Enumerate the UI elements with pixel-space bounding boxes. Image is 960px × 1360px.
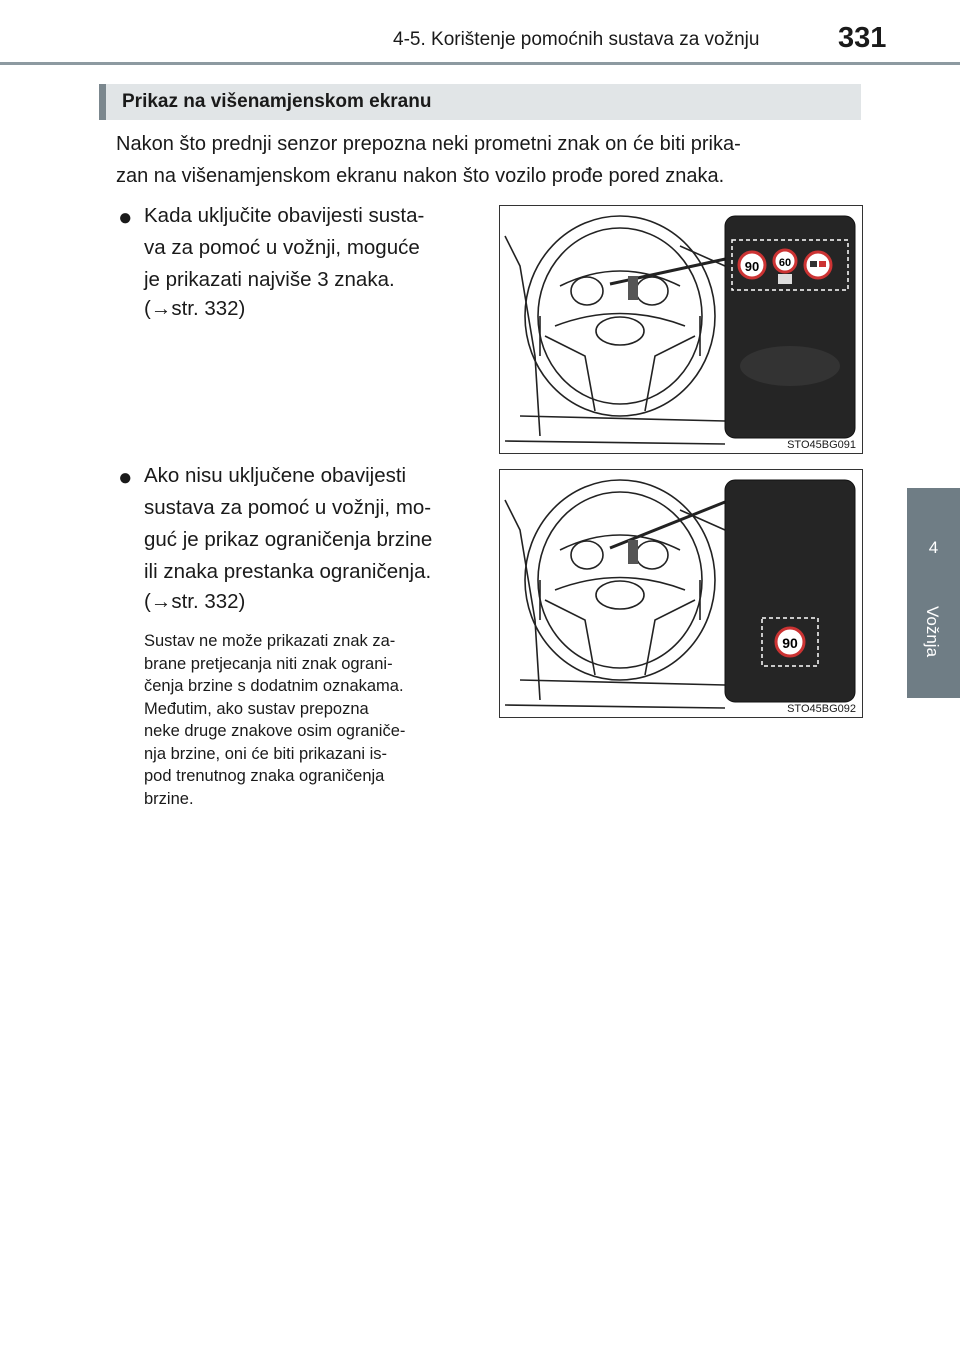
bullet-2-page-ref[interactable]: (→str. 332)	[144, 590, 246, 613]
bullet-2-note	[144, 630, 477, 810]
intro-line: zan na višenamjenskom ekranu nakon što vozilo prođe pored znaka.	[116, 165, 725, 187]
intro-paragraph	[116, 128, 860, 192]
speed-limit-value: 60	[778, 257, 792, 269]
note-line: čenja brzine s dodatnim oznakama.	[144, 677, 404, 695]
figure-dashboard-three-signs	[499, 205, 863, 454]
section-heading	[99, 84, 861, 120]
bullet-dot: ●	[118, 464, 133, 491]
supplementary-plate-icon	[778, 274, 792, 284]
bullet-line: Ako nisu uključene obavijesti	[144, 464, 407, 487]
section-heading-title: Prikaz na višenamjenskom ekranu	[122, 91, 432, 112]
bullet-line: Kada uključite obavijesti susta-	[144, 204, 425, 227]
note-line: pod trenutnog znaka ograničenja	[144, 767, 385, 785]
bullet-line: ili znaka prestanka ograničenja.	[144, 560, 432, 583]
figure-code: STO45BG091	[787, 439, 856, 451]
running-header-title: 4-5. Korištenje pomoćnih sustava za vožnju	[393, 29, 760, 50]
note-line: brzine.	[144, 789, 194, 808]
speed-limit-value: 90	[744, 259, 760, 274]
bullet-2-text	[144, 460, 477, 588]
page-number: 331	[838, 22, 887, 54]
note-line: neke druge znakove osim ograniče-	[144, 722, 406, 740]
bullet-1-text	[144, 200, 477, 296]
header-rule	[0, 62, 960, 65]
speed-limit-value: 90	[782, 635, 798, 651]
bullet-line: va za pomoć u vožnji, moguće	[144, 236, 420, 259]
chapter-tab-label: Vožnja	[923, 606, 942, 658]
bullet-line: guć je prikaz ograničenja brzine	[144, 528, 433, 551]
figure-dashboard-single-sign	[499, 469, 863, 718]
bullet-line: sustava za pomoć u vožnji, mo-	[144, 496, 432, 519]
chapter-tab-number: 4	[928, 538, 939, 557]
dashboard-illustration	[500, 470, 862, 717]
no-overtaking-sign-icon	[805, 252, 831, 278]
figure-code: STO45BG092	[787, 703, 856, 715]
bullet-dot: ●	[118, 204, 133, 231]
note-line: nja brzine, oni će biti prikazani is-	[144, 744, 388, 763]
intro-line: Nakon što prednji senzor prepozna neki prometni znak on će biti prika-	[116, 133, 741, 155]
note-line: Sustav ne može prikazati znak za-	[144, 632, 396, 650]
bullet-1-page-ref[interactable]: (→str. 332)	[144, 297, 246, 320]
dashboard-illustration	[500, 206, 862, 453]
bullet-line: je prikazati najviše 3 znaka.	[144, 268, 395, 291]
note-line: brane pretjecanja niti znak ograni-	[144, 654, 393, 673]
note-line: Međutim, ako sustav prepozna	[144, 699, 369, 718]
